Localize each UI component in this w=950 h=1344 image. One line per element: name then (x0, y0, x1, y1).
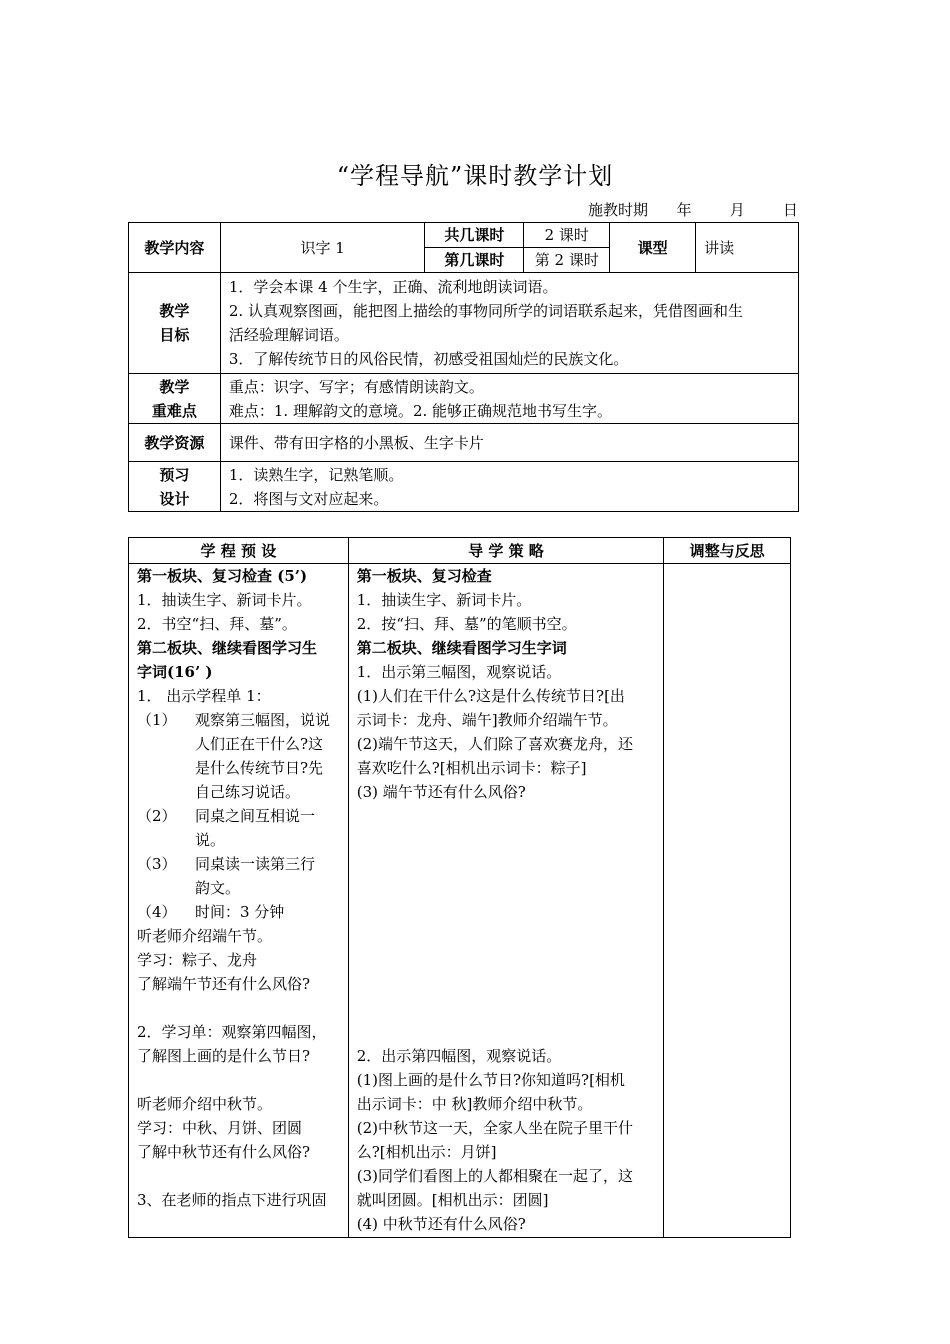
text-line: (2)中秋节这一天，全家人坐在院子里干什 (356, 1119, 633, 1137)
text-line: 喜欢吃什么?[相机出示词卡：粽子] (356, 759, 587, 777)
text-line: 了解中秋节还有什么风俗? (137, 1143, 311, 1161)
key-point-line: 重点：识字、写字；有感情朗读韵文。 (228, 377, 484, 396)
text-line: 2．出示第四幅图，观察说话。 (356, 1047, 562, 1065)
preview-line: 2．将图与文对应起来。 (228, 489, 389, 508)
numbered-item (137, 900, 340, 924)
text-line: 示词卡：龙舟、端午]教师介绍端午节。 (356, 711, 618, 729)
text-line: 3、在老师的指点下进行巩固 (137, 1191, 327, 1209)
key-points-label: 教学 重难点 (129, 374, 221, 424)
item-line: 时间：3 分钟 (195, 903, 285, 921)
text-line: 了解图上画的是什么节日? (137, 1047, 311, 1065)
text-line: 么?[相机出示：月饼] (356, 1143, 497, 1161)
key-point-line: 难点：1. 理解韵文的意境。2. 能够正确规范地书写生字。 (228, 401, 613, 420)
lesson-type-value: 讲读 (696, 223, 799, 273)
text-line: 1．出示第三幅图，观察说话。 (356, 663, 562, 681)
text-line: 1． 出示学程单 1： (137, 687, 271, 705)
content-value: 识字 1 (220, 223, 425, 273)
text-line: 听老师介绍中秋节。 (137, 1095, 273, 1113)
numbered-item (137, 804, 340, 852)
item-number: （3） (137, 855, 177, 873)
preview-line: 1．读熟生字，记熟笔顺。 (228, 465, 404, 484)
text-line: 2．书空“扫、拜、墓”。 (137, 615, 297, 633)
goals-content (220, 273, 798, 374)
goal-line: 3．了解传统节日的风俗民情，初感受祖国灿烂的民族文化。 (228, 350, 629, 368)
text-line: 1．抽读生字、新词卡片。 (356, 591, 532, 609)
preview-label: 预习 设计 (129, 462, 221, 512)
item-line: 观察第三幅图，说说 (195, 711, 331, 729)
lesson-info-table (128, 222, 799, 512)
item-number: （2） (137, 807, 177, 825)
nth-lesson-value: 第 2 课时 (524, 248, 610, 273)
item-line: 是什么传统节日?先 (195, 759, 324, 777)
teaching-date-line: 施教时期 年 月 日 (588, 201, 798, 219)
text-line: (2)端午节这天，人们除了喜欢赛龙舟，还 (356, 735, 633, 753)
text-line: (3)同学们看图上的人都相聚在一起了，这 (356, 1167, 633, 1185)
numbered-item (137, 852, 340, 900)
text-line: 2．学习单：观察第四幅图， (137, 1023, 327, 1041)
preview-content (220, 462, 798, 512)
learning-plan-column (129, 564, 349, 1238)
text-line: (1)图上画的是什么节日?你知道吗?[相机 (356, 1071, 625, 1089)
section-title: 第一板块、复习检查 (356, 567, 492, 585)
header-learning-plan: 学 程 预 设 (129, 538, 349, 564)
total-lessons-value: 2 课时 (524, 223, 610, 248)
text-line: 了解端午节还有什么风俗? (137, 975, 311, 993)
item-line: 韵文。 (195, 879, 241, 897)
text-line: 出示词卡：中 秋]教师介绍中秋节。 (356, 1095, 593, 1113)
section-title: 第二板块、继续看图学习生 (137, 639, 318, 657)
item-line: 说。 (195, 831, 226, 849)
goals-label: 教学 目标 (129, 273, 221, 374)
content-label: 教学内容 (129, 223, 221, 273)
lesson-type-label: 课型 (610, 223, 696, 273)
goal-line: 1．学会本课 4 个生字，正确、流利地朗读词语。 (228, 278, 558, 296)
nth-lesson-label: 第几课时 (425, 248, 524, 273)
resources-label: 教学资源 (129, 424, 221, 462)
section-title: 字词(16’ ) (137, 663, 213, 681)
numbered-item (137, 708, 340, 804)
text-line: 学习：中秋、月饼、团圆 (137, 1119, 303, 1137)
text-line: (4) 中秋节还有什么风俗? (356, 1215, 526, 1233)
section-title: 第二板块、继续看图学习生字词 (356, 639, 567, 657)
reflection-column (664, 564, 791, 1238)
total-lessons-label: 共几课时 (425, 223, 524, 248)
item-line: 同桌之间互相说一 (195, 807, 316, 825)
text-line: 听老师介绍端午节。 (137, 927, 273, 945)
key-points-content (220, 374, 798, 424)
lesson-plan-table (128, 537, 791, 1238)
item-line: 人们正在干什么?这 (195, 735, 324, 753)
goal-line: 2. 认真观察图画，能把图上描绘的事物同所学的词语联系起来，凭借图画和生 (228, 302, 743, 320)
text-line: (1)人们在干什么?这是什么传统节日?[出 (356, 687, 625, 705)
goal-line: 活经验理解词语。 (228, 326, 349, 344)
header-teaching-strategy: 导 学 策 略 (348, 538, 663, 564)
resources-value: 课件、带有田字格的小黑板、生字卡片 (220, 424, 798, 462)
item-line: 自己练习说话。 (195, 783, 301, 801)
item-number: （1） (137, 711, 177, 729)
text-line: 2．按“扫、拜、墓”的笔顺书空。 (356, 615, 577, 633)
text-line: 1．抽读生字、新词卡片。 (137, 591, 312, 609)
item-line: 同桌读一读第三行 (195, 855, 316, 873)
header-reflection: 调整与反思 (664, 538, 791, 564)
text-line: (3) 端午节还有什么风俗? (356, 783, 526, 801)
text-line: 就叫团圆。[相机出示：团圆] (356, 1191, 549, 1209)
text-line: 学习：粽子、龙舟 (137, 951, 258, 969)
section-title: 第一板块、复习检查 (5’) (137, 567, 308, 585)
teaching-strategy-column (348, 564, 663, 1238)
page-title: “学程导航”课时教学计划 (336, 162, 614, 190)
item-number: （4） (137, 903, 177, 921)
